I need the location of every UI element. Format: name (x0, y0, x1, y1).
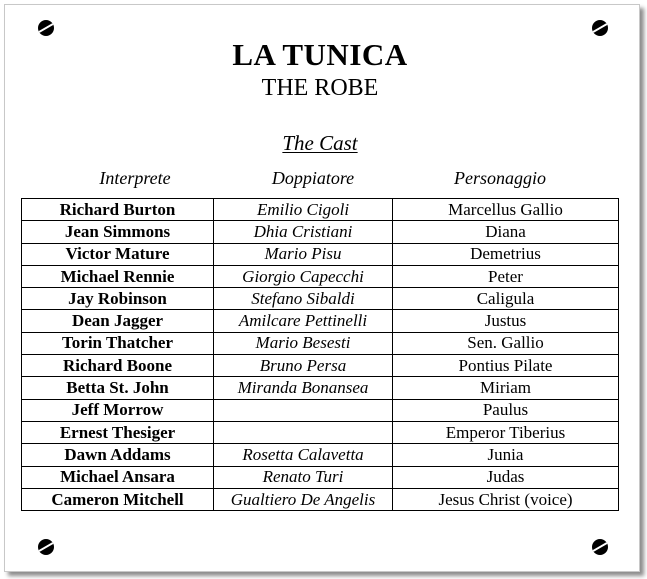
dubber-cell: Gualtiero De Angelis (214, 488, 393, 510)
dubber-cell: Rosetta Calavetta (214, 444, 393, 466)
dubber-cell: Renato Turi (214, 466, 393, 488)
column-header-role: Personaggio (454, 168, 546, 188)
dubber-cell: Mario Pisu (214, 243, 393, 265)
table-row (22, 355, 619, 377)
screw-icon (38, 539, 54, 555)
actor-cell: Michael Rennie (22, 265, 214, 287)
table-row (22, 221, 619, 243)
table-row (22, 265, 619, 287)
dubber-cell: Stefano Sibaldi (214, 288, 393, 310)
actor-cell: Cameron Mitchell (22, 488, 214, 510)
dubber-cell: Mario Besesti (214, 332, 393, 354)
dubber-cell: Dhia Cristiani (214, 221, 393, 243)
actor-cell: Ernest Thesiger (22, 421, 214, 443)
column-header-actor: Interprete (99, 168, 171, 188)
actor-cell: Torin Thatcher (22, 332, 214, 354)
table-row (22, 377, 619, 399)
role-cell: Junia (393, 444, 619, 466)
table-row (22, 288, 619, 310)
actor-cell: Jeff Morrow (22, 399, 214, 421)
actor-cell: Dean Jagger (22, 310, 214, 332)
page-subtitle: THE ROBE (261, 75, 379, 101)
role-cell: Sen. Gallio (393, 332, 619, 354)
cast-heading (0, 130, 640, 156)
role-cell: Demetrius (393, 243, 619, 265)
cast-heading-text: The Cast (282, 131, 358, 155)
actor-cell: Jean Simmons (22, 221, 214, 243)
dubber-cell: Amilcare Pettinelli (214, 310, 393, 332)
cast-table (21, 198, 619, 511)
role-cell: Peter (393, 265, 619, 287)
role-cell: Paulus (393, 399, 619, 421)
dubber-cell: Giorgio Capecchi (214, 265, 393, 287)
role-cell: Justus (393, 310, 619, 332)
actor-cell: Michael Ansara (22, 466, 214, 488)
table-row (22, 466, 619, 488)
role-cell: Emperor Tiberius (393, 421, 619, 443)
role-cell: Judas (393, 466, 619, 488)
screw-icon (592, 539, 608, 555)
actor-cell: Richard Burton (22, 199, 214, 221)
role-cell: Diana (393, 221, 619, 243)
table-row (22, 421, 619, 443)
screw-icon (592, 20, 608, 36)
screw-icon (38, 20, 54, 36)
table-row (22, 444, 619, 466)
table-row (22, 399, 619, 421)
actor-cell: Jay Robinson (22, 288, 214, 310)
dubber-cell (214, 421, 393, 443)
column-header-dubber: Doppiatore (271, 168, 355, 188)
dubber-cell (214, 399, 393, 421)
table-row (22, 310, 619, 332)
role-cell: Pontius Pilate (393, 355, 619, 377)
actor-cell: Dawn Addams (22, 444, 214, 466)
actor-cell: Richard Boone (22, 355, 214, 377)
role-cell: Jesus Christ (voice) (393, 488, 619, 510)
table-row (22, 243, 619, 265)
role-cell: Caligula (393, 288, 619, 310)
role-cell: Miriam (393, 377, 619, 399)
actor-cell: Victor Mature (22, 243, 214, 265)
cast-table-body (22, 199, 619, 511)
page-title: LA TUNICA (232, 37, 408, 72)
table-row (22, 332, 619, 354)
table-row (22, 199, 619, 221)
dubber-cell: Emilio Cigoli (214, 199, 393, 221)
role-cell: Marcellus Gallio (393, 199, 619, 221)
table-row (22, 488, 619, 510)
actor-cell: Betta St. John (22, 377, 214, 399)
dubber-cell: Bruno Persa (214, 355, 393, 377)
dubber-cell: Miranda Bonansea (214, 377, 393, 399)
